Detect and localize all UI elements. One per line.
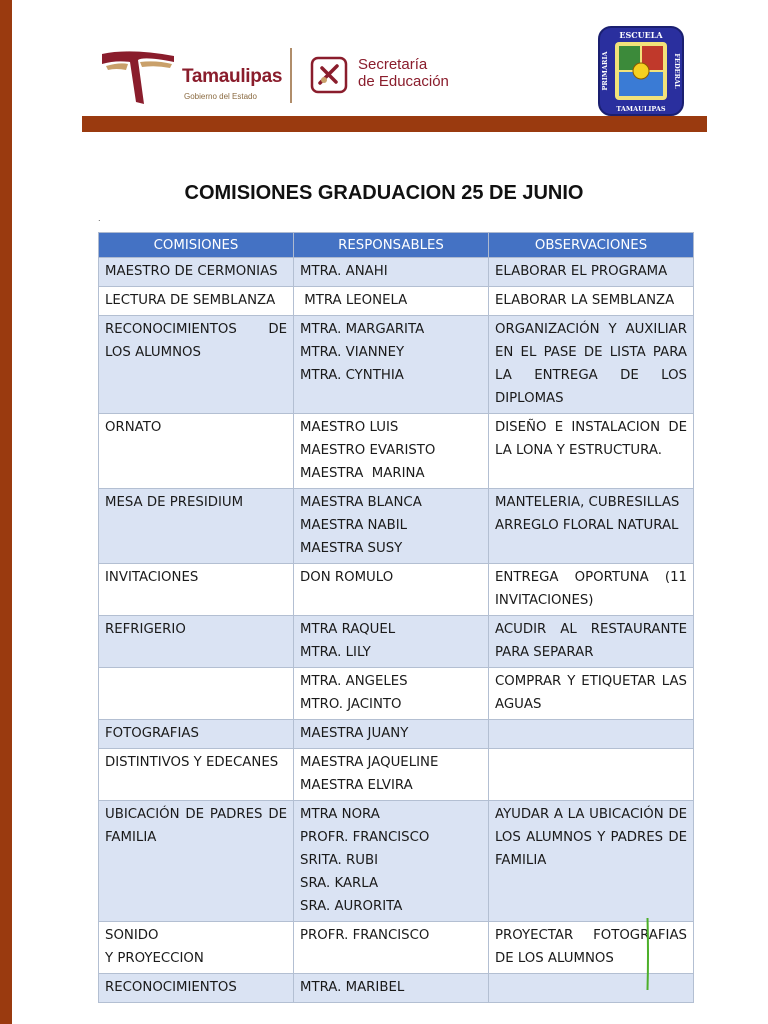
comision-line: Y PROYECCION <box>105 951 204 966</box>
cell-observacion: ELABORAR LA SEMBLANZA <box>489 287 694 316</box>
secretaria-logo <box>310 52 470 102</box>
cell-comision: RECONOCIMIENTOS <box>99 974 294 1003</box>
cell-observacion: ENTREGA OPORTUNA (11 INVITACIONES) <box>489 564 694 616</box>
comision-line: RECONOCIMIENTOS DE <box>105 322 287 337</box>
responsable-name: MTRA. MARGARITA <box>300 322 425 337</box>
table-row <box>99 258 694 287</box>
stray-dot: . <box>98 214 101 223</box>
table-row <box>99 801 694 922</box>
responsable-name: MAESTRO EVARISTO <box>300 443 436 458</box>
table-row <box>99 974 694 1003</box>
responsable-name: MTRA. ANGELES <box>300 674 408 689</box>
comision-line: SONIDO <box>105 928 159 943</box>
cell-comision <box>99 316 294 414</box>
secretaria-pen-icon <box>310 56 348 94</box>
cell-responsable <box>294 616 489 668</box>
responsable-name: MAESTRA SUSY <box>300 541 403 556</box>
header-brown-band <box>82 116 707 132</box>
cell-observacion: PROYECTAR FOTOGRAFIAS DE LOS ALUMNOS <box>489 922 694 974</box>
cell-comision: UBICACIÓN DE PADRES DE FAMILIA <box>99 801 294 922</box>
responsable-name: MAESTRA MARINA <box>300 466 425 481</box>
table-row <box>99 749 694 801</box>
cell-comision: REFRIGERIO <box>99 616 294 668</box>
cell-comision: MESA DE PRESIDIUM <box>99 489 294 564</box>
responsable-name: MAESTRA NABIL <box>300 518 408 533</box>
cell-responsable <box>294 258 489 287</box>
table-row <box>99 287 694 316</box>
tamaulipas-t-icon <box>100 48 180 108</box>
cell-responsable <box>294 668 489 720</box>
cell-observacion: ACUDIR AL RESTAURANTE PARA SEPARAR <box>489 616 694 668</box>
cell-responsable <box>294 489 489 564</box>
responsable-name: MTRA. LILY <box>300 645 371 660</box>
comision-line: LOS ALUMNOS <box>105 345 201 360</box>
cell-comision: LECTURA DE SEMBLANZA <box>99 287 294 316</box>
cell-comision: MAESTRO DE CERMONIAS <box>99 258 294 287</box>
cell-observacion <box>489 720 694 749</box>
seal-right-text: FEDERAL <box>673 53 681 89</box>
cell-comision: ORNATO <box>99 414 294 489</box>
table-row <box>99 668 694 720</box>
cell-observacion <box>489 749 694 801</box>
secretaria-line2: de Educación <box>358 73 449 90</box>
responsable-name: MTRA RAQUEL <box>300 622 396 637</box>
responsable-name: PROFR. FRANCISCO <box>300 928 430 943</box>
cell-observacion: AYUDAR A LA UBICACIÓN DE LOS ALUMNOS Y PADRES DE FAMILIA <box>489 801 694 922</box>
header-responsables: RESPONSABLES <box>294 233 489 258</box>
seal-bottom-text: TAMAULIPAS <box>616 105 666 113</box>
table-row <box>99 720 694 749</box>
cell-responsable <box>294 922 489 974</box>
responsable-name: SRA. AURORITA <box>300 899 403 914</box>
cell-observacion: COMPRAR Y ETIQUETAR LAS AGUAS <box>489 668 694 720</box>
cell-comision <box>99 922 294 974</box>
table-row <box>99 616 694 668</box>
secretaria-text <box>358 56 449 90</box>
responsable-name: MAESTRO LUIS <box>300 420 399 435</box>
cell-responsable <box>294 720 489 749</box>
left-brand-bar <box>0 0 12 1024</box>
header-divider <box>290 48 292 103</box>
cell-observacion: ORGANIZACIÓN Y AUXILIAR EN EL PASE DE LISTA PARA LA ENTREGA DE LOS DIPLOMAS <box>489 316 694 414</box>
responsable-name: MTRA. CYNTHIA <box>300 368 404 383</box>
cell-responsable <box>294 564 489 616</box>
table-row <box>99 316 694 414</box>
responsable-name: MTRA. ANAHI <box>300 264 388 279</box>
green-line-mark <box>646 918 649 990</box>
table-header-row <box>99 233 694 258</box>
responsable-name: PROFR. FRANCISCO <box>300 830 430 845</box>
responsable-name: MTRA NORA <box>300 807 380 822</box>
commissions-table <box>98 232 694 1003</box>
responsable-name: SRA. KARLA <box>300 876 379 891</box>
secretaria-line1: Secretaría <box>358 56 428 73</box>
cell-responsable <box>294 801 489 922</box>
cell-observacion: DISEÑO E INSTALACION DE LA LONA Y ESTRUCTURA. <box>489 414 694 489</box>
seal-top-text: ESCUELA <box>619 30 663 40</box>
cell-responsable <box>294 974 489 1003</box>
table-row <box>99 922 694 974</box>
page-title: COMISIONES GRADUACION 25 DE JUNIO <box>184 182 584 204</box>
cell-responsable <box>294 316 489 414</box>
tamaulipas-logo <box>100 48 290 108</box>
responsable-name: MTRA LEONELA <box>300 293 408 308</box>
table-row <box>99 414 694 489</box>
table-row <box>99 564 694 616</box>
school-seal <box>598 26 684 116</box>
cell-responsable <box>294 287 489 316</box>
cell-responsable <box>294 414 489 489</box>
cell-comision <box>99 668 294 720</box>
responsable-name: MAESTRA JUANY <box>300 726 409 741</box>
cell-comision: FOTOGRAFIAS <box>99 720 294 749</box>
seal-left-text: PRIMARIA <box>601 51 609 91</box>
responsable-name: DON ROMULO <box>300 570 394 585</box>
responsable-name: MTRA. MARIBEL <box>300 980 405 995</box>
header-comisiones: COMISIONES <box>99 233 294 258</box>
tamaulipas-subtitle: Gobierno del Estado <box>184 92 257 101</box>
table-row <box>99 489 694 564</box>
responsable-name: MTRA. VIANNEY <box>300 345 405 360</box>
cell-observacion: ELABORAR EL PROGRAMA <box>489 258 694 287</box>
tamaulipas-name: Tamaulipas <box>182 66 283 87</box>
responsable-name: MTRO. JACINTO <box>300 697 402 712</box>
responsable-name: MAESTRA JAQUELINE <box>300 755 439 770</box>
responsable-name: MAESTRA BLANCA <box>300 495 422 510</box>
cell-comision: INVITACIONES <box>99 564 294 616</box>
responsable-name: SRITA. RUBI <box>300 853 379 868</box>
responsable-name: MAESTRA ELVIRA <box>300 778 413 793</box>
cell-observacion <box>489 974 694 1003</box>
cell-observacion: MANTELERIA, CUBRESILLAS ARREGLO FLORAL NATURAL <box>489 489 694 564</box>
header-observaciones: OBSERVACIONES <box>489 233 694 258</box>
cell-responsable <box>294 749 489 801</box>
cell-comision: DISTINTIVOS Y EDECANES <box>99 749 294 801</box>
